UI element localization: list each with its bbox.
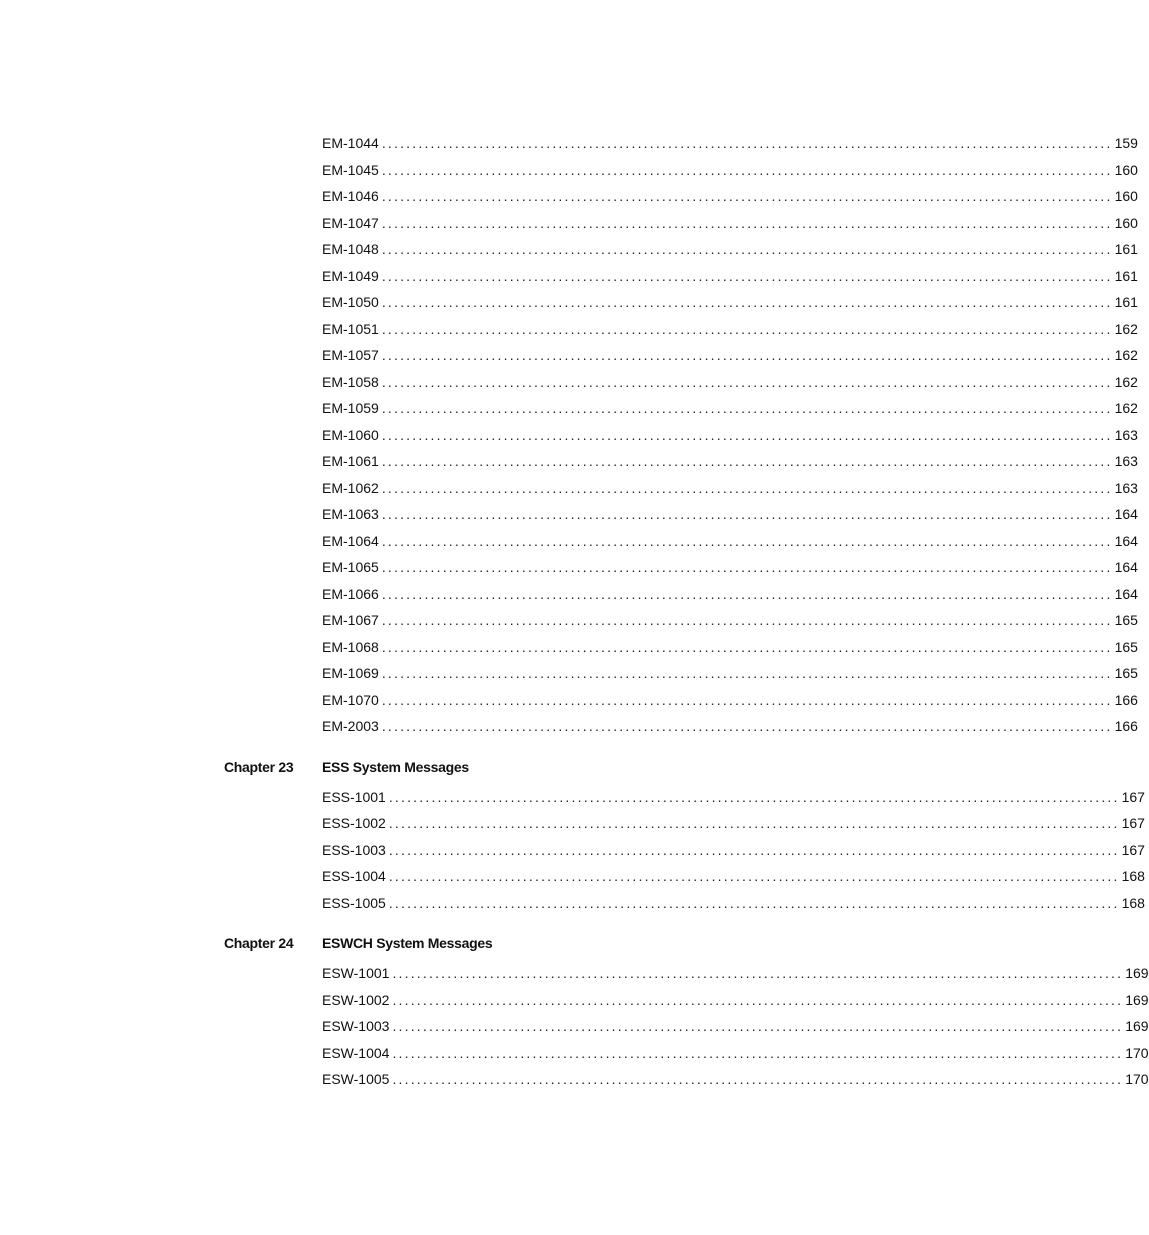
- toc-entry[interactable]: [322, 607, 1138, 634]
- toc-section-em: [322, 130, 1138, 740]
- dot-leader: ........................................................................................................................: [381, 267, 1113, 284]
- toc-entry[interactable]: [322, 448, 1138, 475]
- toc-entry[interactable]: [322, 263, 1138, 290]
- toc-entry[interactable]: [322, 1013, 1149, 1040]
- toc-entry-label: ESW-1005: [322, 1071, 390, 1087]
- toc-entry-page: 164: [1114, 506, 1138, 522]
- toc-entry-label: EM-1045: [322, 161, 379, 178]
- dot-leader: ........................................................................................................................: [388, 788, 1120, 805]
- toc-entry[interactable]: [322, 960, 1149, 987]
- toc-entry-label: EM-1044: [322, 135, 379, 151]
- dot-leader: ........................................................................................................................: [392, 965, 1124, 981]
- toc-entry-page: 167: [1121, 788, 1145, 805]
- section-gap: [0, 916, 954, 926]
- toc-entry-page: 168: [1121, 894, 1145, 911]
- toc-entry-label: EM-1063: [322, 506, 379, 522]
- toc-entry-page: 165: [1114, 665, 1138, 681]
- top-margin: [0, 0, 954, 130]
- toc-entry-label: ESS-1001: [322, 788, 386, 805]
- toc-entry-page: 160: [1114, 214, 1138, 231]
- toc-entry[interactable]: [322, 369, 1138, 396]
- toc-entry-page: 166: [1114, 691, 1138, 708]
- dot-leader: ........................................................................................................................: [381, 135, 1113, 151]
- toc-entry-page: 162: [1114, 400, 1138, 416]
- chapter-heading[interactable]: [0, 750, 954, 784]
- toc-entry-page: 170: [1125, 1071, 1149, 1087]
- toc-entry-label: EM-1064: [322, 532, 379, 549]
- toc-entry-label: EM-2003: [322, 718, 379, 734]
- toc-entry-page: 161: [1114, 241, 1138, 257]
- toc-entry-page: 169: [1125, 991, 1149, 1008]
- toc-entry-label: EM-1046: [322, 188, 379, 204]
- toc-entry-page: 167: [1121, 841, 1145, 858]
- toc-entry-label: ESW-1001: [322, 965, 390, 981]
- dot-leader: ........................................................................................................................: [381, 161, 1113, 178]
- dot-leader: ........................................................................................................................: [381, 691, 1113, 708]
- toc-entry[interactable]: [322, 634, 1138, 661]
- dot-leader: ........................................................................................................................: [381, 294, 1113, 310]
- toc-entry-page: 159: [1114, 135, 1138, 151]
- chapter-title: ESS System Messages: [322, 758, 469, 775]
- toc-entry-label: EM-1051: [322, 320, 379, 337]
- toc-entry-page: 169: [1125, 965, 1149, 981]
- chapter-number: Chapter 23: [224, 758, 294, 775]
- dot-leader: ........................................................................................................................: [392, 991, 1124, 1008]
- toc-entry[interactable]: [322, 837, 1145, 864]
- toc-entry-page: 169: [1125, 1018, 1149, 1034]
- dot-leader: ........................................................................................................................: [381, 214, 1113, 231]
- toc-entry-label: ESS-1003: [322, 841, 386, 858]
- toc-entry-label: ESS-1005: [322, 894, 386, 911]
- toc-entry-page: 162: [1114, 320, 1138, 337]
- dot-leader: ........................................................................................................................: [381, 506, 1113, 522]
- toc-entry-page: 163: [1114, 479, 1138, 496]
- toc-entry[interactable]: [322, 890, 1145, 917]
- toc-entry-label: EM-1060: [322, 426, 379, 443]
- toc-entry-label: ESW-1003: [322, 1018, 390, 1034]
- toc-entry[interactable]: [322, 554, 1138, 581]
- toc-entry[interactable]: [322, 316, 1138, 343]
- toc-entry-label: EM-1061: [322, 453, 379, 469]
- dot-leader: ........................................................................................................................: [381, 241, 1113, 257]
- dot-leader: ........................................................................................................................: [381, 612, 1113, 628]
- toc-section-ess: [322, 784, 1145, 917]
- toc-entry-label: ESS-1004: [322, 868, 386, 884]
- toc-entry-page: 164: [1114, 585, 1138, 602]
- toc-entry-page: 163: [1114, 426, 1138, 443]
- toc-entry[interactable]: [322, 810, 1145, 837]
- toc-entry-page: 160: [1114, 188, 1138, 204]
- toc-entry-page: 161: [1114, 294, 1138, 310]
- chapter-heading[interactable]: [0, 926, 954, 960]
- toc-entry[interactable]: [322, 183, 1138, 210]
- toc-entry-page: 162: [1114, 347, 1138, 363]
- toc-entry-page: 167: [1121, 815, 1145, 831]
- toc-entry-page: 165: [1114, 638, 1138, 655]
- dot-leader: ........................................................................................................................: [381, 479, 1113, 496]
- toc-entry-label: ESS-1002: [322, 815, 386, 831]
- dot-leader: ........................................................................................................................: [381, 638, 1113, 655]
- toc-entry-label: EM-1065: [322, 559, 379, 575]
- dot-leader: ........................................................................................................................: [381, 347, 1113, 363]
- toc-entry-page: 168: [1121, 868, 1145, 884]
- toc-entry-page: 170: [1125, 1044, 1149, 1061]
- dot-leader: ........................................................................................................................: [381, 585, 1113, 602]
- toc-section-esw: [322, 960, 1149, 1093]
- toc-entry-label: EM-1048: [322, 241, 379, 257]
- toc-entry[interactable]: [322, 395, 1138, 422]
- toc-entry[interactable]: [322, 157, 1138, 184]
- dot-leader: ........................................................................................................................: [388, 894, 1120, 911]
- toc-entry[interactable]: [322, 342, 1138, 369]
- toc-entry-label: EM-1062: [322, 479, 379, 496]
- toc-entry-page: 164: [1114, 532, 1138, 549]
- dot-leader: ........................................................................................................................: [381, 665, 1113, 681]
- toc-entry[interactable]: [322, 660, 1138, 687]
- toc-entry-label: EM-1066: [322, 585, 379, 602]
- dot-leader: ........................................................................................................................: [381, 188, 1113, 204]
- toc-entry-label: ESW-1002: [322, 991, 390, 1008]
- toc-entry-page: 160: [1114, 161, 1138, 178]
- toc-entry-label: EM-1057: [322, 347, 379, 363]
- dot-leader: ........................................................................................................................: [388, 868, 1120, 884]
- toc-entry-label: EM-1069: [322, 665, 379, 681]
- toc-entry-label: EM-1050: [322, 294, 379, 310]
- toc-entry[interactable]: [322, 863, 1145, 890]
- toc-entry[interactable]: [322, 784, 1145, 811]
- toc-entry[interactable]: [322, 475, 1138, 502]
- toc-entry-page: 163: [1114, 453, 1138, 469]
- dot-leader: ........................................................................................................................: [388, 841, 1120, 858]
- toc-entry[interactable]: [322, 236, 1138, 263]
- dot-leader: ........................................................................................................................: [381, 320, 1113, 337]
- toc-entry[interactable]: [322, 130, 1138, 157]
- chapter-title: ESWCH System Messages: [322, 935, 493, 951]
- toc-entry[interactable]: [322, 422, 1138, 449]
- dot-leader: ........................................................................................................................: [381, 559, 1113, 575]
- toc-entry-label: ESW-1004: [322, 1044, 390, 1061]
- dot-leader: ........................................................................................................................: [381, 400, 1113, 416]
- dot-leader: ........................................................................................................................: [392, 1044, 1124, 1061]
- toc-entry[interactable]: [322, 289, 1138, 316]
- toc-entry-label: EM-1049: [322, 267, 379, 284]
- toc-entry[interactable]: [322, 210, 1138, 237]
- toc-entry-label: EM-1047: [322, 214, 379, 231]
- dot-leader: ........................................................................................................................: [381, 426, 1113, 443]
- toc-entry[interactable]: [322, 713, 1138, 740]
- toc-entry[interactable]: [322, 528, 1138, 555]
- toc-entry[interactable]: [322, 501, 1138, 528]
- dot-leader: ........................................................................................................................: [392, 1018, 1124, 1034]
- toc-entry[interactable]: [322, 1040, 1149, 1067]
- toc-entry-page: 165: [1114, 612, 1138, 628]
- chapter-number: Chapter 24: [224, 935, 294, 951]
- toc-entry[interactable]: [322, 1066, 1149, 1093]
- toc-entry-page: 161: [1114, 267, 1138, 284]
- toc-entry[interactable]: [322, 581, 1138, 608]
- toc-entry-page: 164: [1114, 559, 1138, 575]
- dot-leader: ........................................................................................................................: [381, 373, 1113, 390]
- dot-leader: ........................................................................................................................: [392, 1071, 1124, 1087]
- dot-leader: ........................................................................................................................: [381, 453, 1113, 469]
- section-gap: [0, 740, 954, 750]
- toc-entry-label: EM-1067: [322, 612, 379, 628]
- toc-entry-label: EM-1068: [322, 638, 379, 655]
- dot-leader: ........................................................................................................................: [381, 532, 1113, 549]
- toc-entry-label: EM-1059: [322, 400, 379, 416]
- dot-leader: ........................................................................................................................: [388, 815, 1120, 831]
- toc-entry[interactable]: [322, 687, 1138, 714]
- toc-entry-label: EM-1058: [322, 373, 379, 390]
- toc-entry-page: 162: [1114, 373, 1138, 390]
- dot-leader: ........................................................................................................................: [381, 718, 1113, 734]
- toc-entry-page: 166: [1114, 718, 1138, 734]
- toc-entry[interactable]: [322, 987, 1149, 1014]
- toc-entry-label: EM-1070: [322, 691, 379, 708]
